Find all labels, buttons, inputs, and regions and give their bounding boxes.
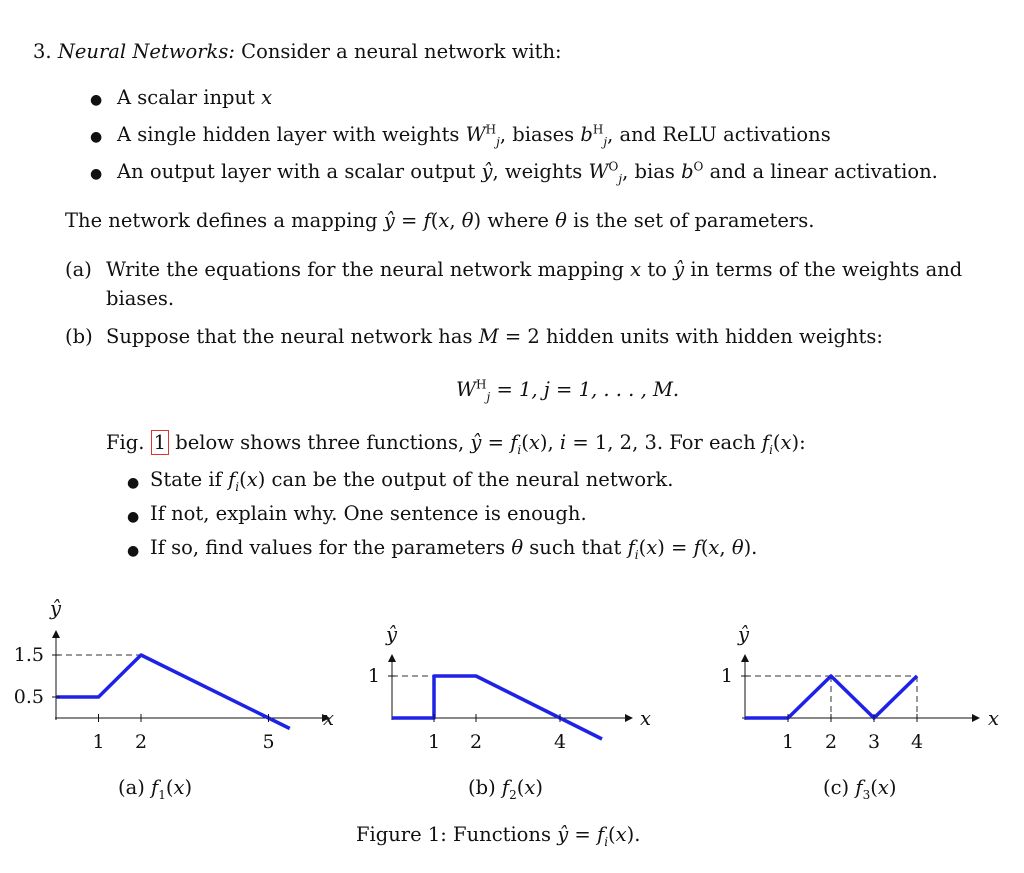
y-tick-label: 1	[367, 665, 380, 687]
bullet-dot: ●	[90, 129, 103, 145]
part-a-line2: biases.	[106, 287, 175, 310]
plot-a-ylabel: ŷ	[50, 597, 62, 620]
figure-reference-link[interactable]: 1	[151, 430, 169, 455]
figure-intro: Fig. 1 below shows three functions, ŷ = $f_i(x)$, i = 1, 2, 3. For each $f_i(x)$:	[106, 431, 806, 457]
bullet-dot: ●	[90, 166, 103, 182]
plot-b-ylabel: ŷ	[386, 623, 398, 646]
x-tick-label: 2	[134, 731, 148, 753]
caption-a: (a) $f_1(x)$	[118, 776, 193, 802]
problem-lead: Consider a neural network with:	[241, 40, 562, 63]
x-tick-label: 4	[910, 731, 924, 753]
y-tick-label: 1	[720, 665, 733, 687]
x-tick-label: 1	[92, 731, 105, 753]
sub-bullet-state: State if $f_i(x)$ can be the output of the neural network.	[150, 468, 674, 494]
y-tick-label: 0.5	[13, 686, 44, 708]
x-tick-label: 2	[824, 731, 838, 753]
part-a-label: (a)	[65, 258, 92, 281]
part-b-intro: Suppose that the neural network has M = 2 hidden units with hidden weights:	[106, 325, 883, 348]
bullet-input: A scalar input x	[117, 86, 273, 109]
part-b-label: (b)	[65, 325, 93, 348]
plot-b	[368, 654, 633, 753]
bullet-dot: ●	[90, 92, 103, 108]
y-axis-arrow	[741, 654, 749, 662]
x-tick-label: 1	[427, 731, 441, 753]
plot-a	[14, 630, 330, 753]
x-tick-label: 1	[781, 731, 795, 753]
x-tick-label: 4	[553, 731, 567, 753]
sub-bullet-explain: If not, explain why. One sentence is enough.	[150, 502, 587, 525]
x-axis-arrow	[972, 714, 980, 722]
bullet-output: An output layer with a scalar output ŷ, weights $W^O_j$, bias $b^O$ and a linear activation.	[117, 159, 938, 186]
problem-number: 3.	[33, 40, 52, 63]
x-tick-label: 2	[469, 731, 483, 753]
mapping-sentence: The network defines a mapping ŷ = f(x, θ) where θ is the set of parameters.	[65, 209, 815, 232]
plot-c	[721, 654, 980, 753]
plot-c-xlabel: x	[988, 707, 999, 730]
sub-bullet-find: If so, find values for the parameters θ such that $f_i(x) = f(x$, θ).	[150, 536, 758, 562]
bullet-dot: ●	[127, 475, 140, 491]
figure-caption: Figure 1: Functions ŷ = $f_i(x)$.	[356, 823, 641, 849]
function-curve	[56, 655, 290, 729]
x-axis-arrow	[625, 714, 633, 722]
x-tick-label: 5	[262, 731, 275, 753]
bullet-dot: ●	[127, 543, 140, 559]
bullet-dot: ●	[127, 509, 140, 525]
x-tick-label: 3	[867, 731, 881, 753]
hidden-weights-equation: $W^H_j = 1$, j = 1, . . . , M.	[456, 377, 680, 404]
y-axis-arrow	[388, 654, 396, 662]
y-axis-arrow	[52, 630, 60, 638]
problem-title: Neural Networks:	[57, 40, 235, 63]
y-tick-label: 1.5	[13, 644, 44, 666]
function-curve	[392, 676, 602, 739]
caption-b: (b) $f_2(x)$	[468, 776, 543, 802]
plot-a-xlabel: x	[323, 707, 334, 730]
plot-b-xlabel: x	[640, 707, 651, 730]
plot-c-ylabel: ŷ	[738, 623, 750, 646]
part-a-line1: Write the equations for the neural network mapping x to ŷ in terms of the weights and	[106, 258, 963, 281]
caption-c: (c) $f_3(x)$	[823, 776, 897, 802]
bullet-hidden: A single hidden layer with weights $W^H_j$, biases $b^H_j$, and ReLU activations	[117, 122, 831, 149]
